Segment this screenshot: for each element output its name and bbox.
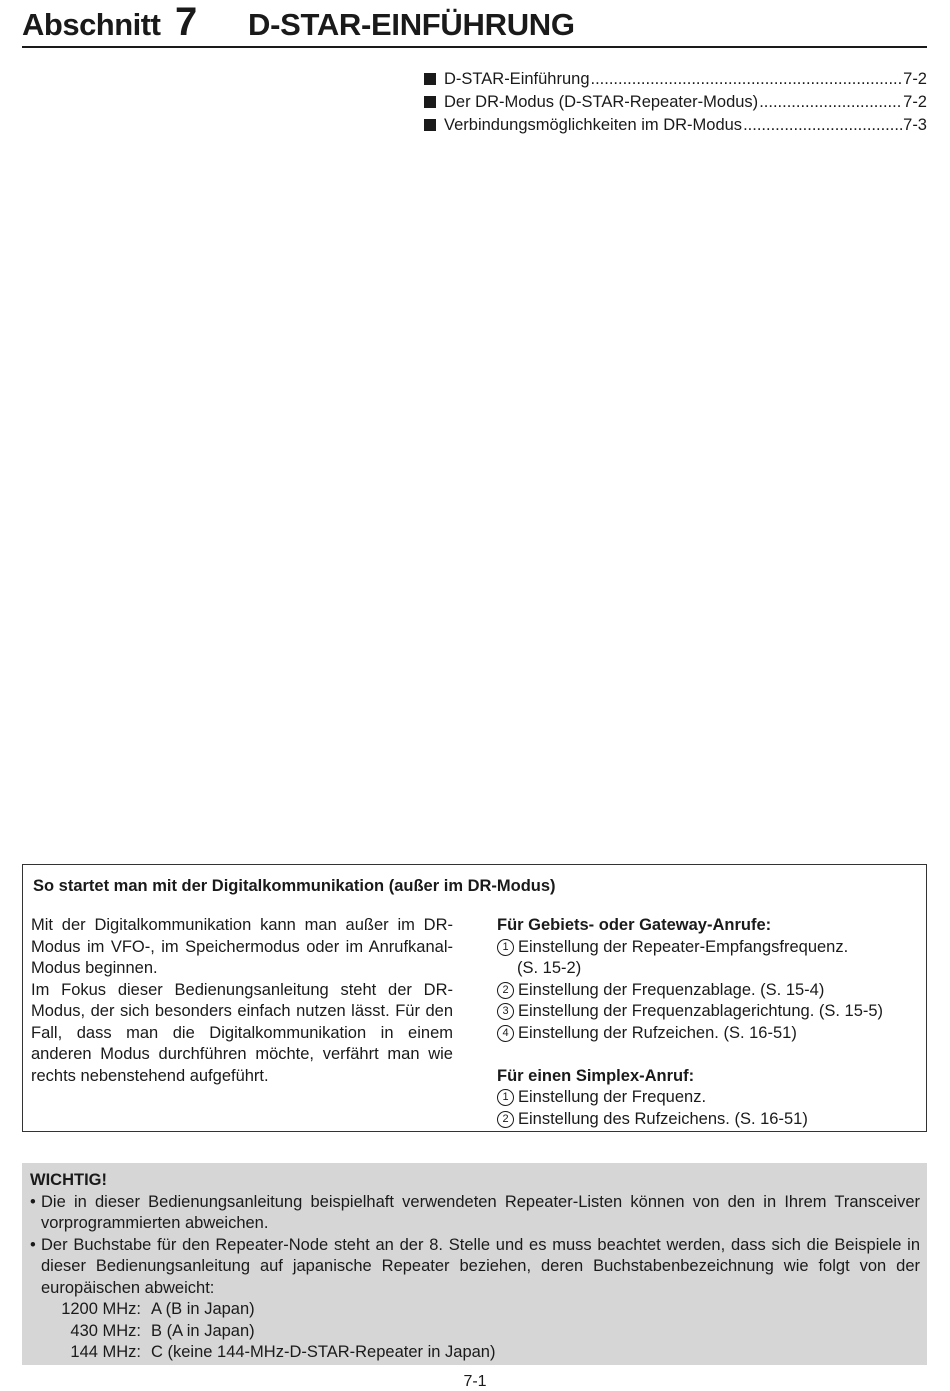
freq-node-letter: C (keine 144-MHz-D-STAR-Repeater in Japan): [151, 1343, 496, 1361]
freq-node-letter: B (A in Japan): [151, 1321, 255, 1340]
toc-leader-dots: [759, 93, 902, 112]
gateway-step: [497, 1001, 917, 1023]
gateway-step: [497, 980, 917, 1002]
step-text: Einstellung der Frequenzablage. (S. 15-4): [518, 980, 825, 999]
freq-band: 430 MHz:: [70, 1321, 141, 1340]
gateway-step: [497, 1023, 917, 1045]
toc-entry-page: 7-2: [903, 70, 927, 88]
circled-number-icon: 2: [497, 1111, 514, 1128]
circled-number-icon: 2: [497, 982, 514, 999]
square-bullet-icon: [424, 119, 436, 131]
square-bullet-icon: [424, 96, 436, 108]
circled-number-icon: 3: [497, 1003, 514, 1020]
step-text: Einstellung der Frequenz.: [518, 1088, 707, 1106]
circled-number-icon: 4: [497, 1025, 514, 1042]
circled-number-icon: 1: [497, 939, 514, 956]
section-title: D-STAR-EINFÜHRUNG: [248, 7, 575, 42]
toc-leader-dots: [743, 116, 902, 135]
info-box: [22, 864, 927, 1132]
info-paragraph: Im Fokus dieser Bedienungsanleitung steht der DR-Modus, der sich besonders einfach nutzen lässt. Für den Fall, dass man die Digitalkommunikation in einem anderen Modus durchführen möchte, verfährt man wie rechts nebenstehend aufgeführt.: [31, 980, 453, 1085]
step-text: Einstellung der Rufzeichen. (S. 16-51): [518, 1023, 797, 1042]
toc-entry[interactable]: [424, 93, 927, 116]
table-of-contents: [424, 70, 927, 139]
bullet-dot-icon: •: [30, 1192, 36, 1211]
notice-bullet: [30, 1192, 920, 1235]
bullet-dot-icon: •: [30, 1235, 36, 1254]
toc-entry-title: Der DR-Modus (D-STAR-Repeater-Modus): [444, 93, 759, 111]
step-text: Einstellung des Rufzeichens. (S. 16-51): [518, 1109, 808, 1128]
toc-entry[interactable]: [424, 116, 927, 139]
toc-entry-title: D-STAR-Einführung: [444, 70, 590, 88]
simplex-step: [497, 1087, 917, 1109]
gateway-step: [497, 937, 917, 959]
info-box-left-column: [31, 915, 453, 1087]
simplex-heading: Für einen Simplex-Anruf:: [497, 1066, 695, 1085]
toc-entry-page: 7-3: [903, 116, 927, 134]
page-number: 7-1: [463, 1373, 487, 1390]
square-bullet-icon: [424, 73, 436, 85]
simplex-step: [497, 1109, 917, 1131]
freq-band: 1200 MHz:: [61, 1300, 141, 1318]
step-text: Einstellung der Frequenzablagerichtung. (S. 15-5): [518, 1002, 884, 1020]
info-box-title: So startet man mit der Digitalkommunikation (außer im DR-Modus): [33, 877, 556, 895]
section-number: 7: [175, 0, 198, 44]
freq-row: [30, 1321, 920, 1343]
step-continuation: (S. 15-2): [517, 959, 582, 977]
notice-text: Die in dieser Bedienungsanleitung beispielhaft verwendeten Repeater-Listen können von den in Ihrem Transceiver vorprogrammierten abweichen.: [41, 1192, 920, 1232]
freq-node-letter: A (B in Japan): [151, 1300, 255, 1318]
important-title: WICHTIG!: [30, 1171, 107, 1189]
toc-entry-title: Verbindungsmöglichkeiten im DR-Modus: [444, 116, 743, 134]
section-label: Abschnitt: [22, 7, 161, 42]
notice-bullet: [30, 1235, 920, 1300]
important-notice: [22, 1163, 927, 1365]
info-box-right-column: [497, 915, 917, 1130]
freq-row: [30, 1299, 920, 1321]
section-header: [22, 0, 927, 48]
info-paragraph: Mit der Digitalkommunikation kann man außer im DR-Modus im VFO-, im Speichermodus oder im Anrufkanal-Modus beginnen.: [31, 916, 453, 977]
gateway-heading: Für Gebiets- oder Gateway-Anrufe:: [497, 916, 772, 934]
circled-number-icon: 1: [497, 1089, 514, 1106]
freq-row: [30, 1342, 920, 1364]
freq-band: 144 MHz:: [70, 1343, 141, 1361]
step-text: Einstellung der Repeater-Empfangsfrequenz.: [518, 937, 849, 956]
toc-entry-page: 7-2: [903, 93, 927, 111]
notice-text: Der Buchstabe für den Repeater-Node steht an der 8. Stelle und es muss beachtet werden, dass sich die Beispiele in dieser Bedienungsanleitung auf japanische Repeater beziehen, deren Buchstabenbezeichnung wie folgt von der europäischen abweicht:: [41, 1235, 920, 1297]
toc-entry[interactable]: [424, 70, 927, 93]
toc-leader-dots: [591, 70, 903, 89]
